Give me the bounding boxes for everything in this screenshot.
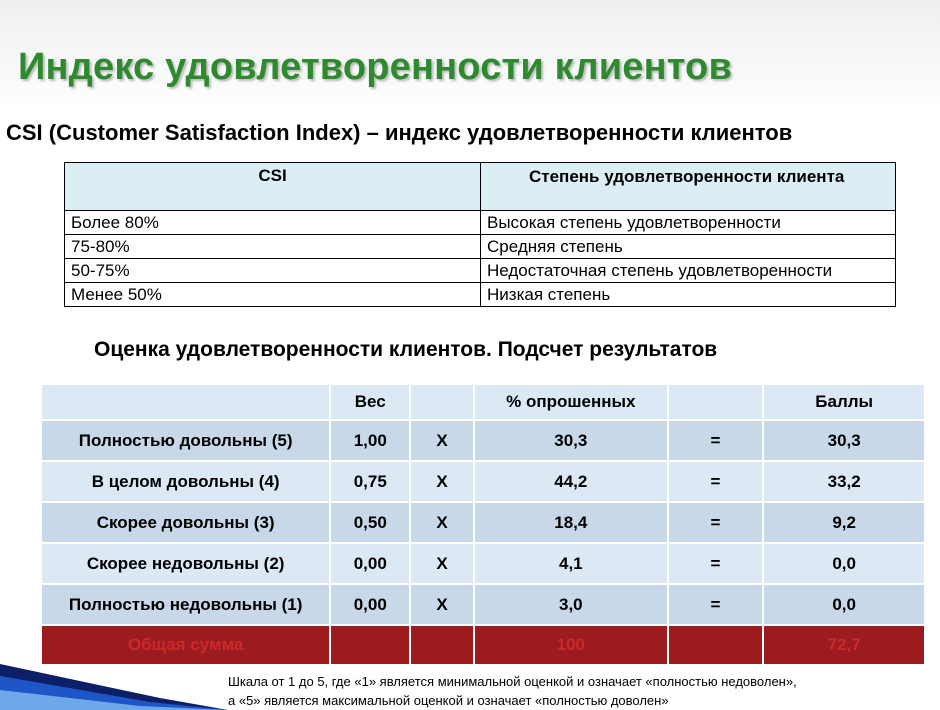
total-label: Общая сумма (41, 625, 330, 665)
percent: 30,3 (474, 420, 668, 461)
results-section-title: Оценка удовлетворенности клиентов. Подсчет результатов (94, 338, 718, 361)
results-header-weight: Вес (330, 384, 410, 420)
table-row (41, 420, 925, 461)
results-header-times (410, 384, 474, 420)
results-header (41, 384, 925, 420)
csi-table (64, 162, 896, 307)
score: 30,3 (763, 420, 925, 461)
category: Полностью недовольны (1) (41, 584, 330, 625)
table-row (65, 211, 896, 235)
table-row (65, 235, 896, 259)
results-header-equals (668, 384, 764, 420)
total-percent: 100 (474, 625, 668, 665)
page-subtitle: CSI (Customer Satisfaction Index) – индекс удовлетворенности клиентов (6, 120, 793, 145)
score: 0,0 (763, 584, 925, 625)
score: 33,2 (763, 461, 925, 502)
times-sign: Х (410, 584, 474, 625)
results-table (40, 383, 926, 666)
weight: 0,75 (330, 461, 410, 502)
times-sign: Х (410, 543, 474, 584)
percent: 4,1 (474, 543, 668, 584)
csi-degree: Недостаточная степень удовлетворенности (481, 259, 896, 283)
footnote-line: а «5» является максимальной оценкой и означает «полностью доволен» (228, 693, 669, 708)
csi-table-header (65, 163, 896, 211)
table-row (65, 283, 896, 307)
table-row (41, 543, 925, 584)
table-row (41, 584, 925, 625)
equals-sign: = (668, 420, 764, 461)
weight: 0,00 (330, 584, 410, 625)
weight: 1,00 (330, 420, 410, 461)
csi-degree: Высокая степень удовлетворенности (481, 211, 896, 235)
times-sign: Х (410, 502, 474, 543)
weight: 0,00 (330, 543, 410, 584)
weight: 0,50 (330, 502, 410, 543)
category: В целом довольны (4) (41, 461, 330, 502)
total-weight (330, 625, 410, 665)
score: 9,2 (763, 502, 925, 543)
equals-sign: = (668, 502, 764, 543)
results-header-percent: % опрошенных (474, 384, 668, 420)
csi-degree: Низкая степень (481, 283, 896, 307)
footnote-line: Шкала от 1 до 5, где «1» является минимальной оценкой и означает «полностью недоволен», (228, 674, 797, 689)
equals-sign: = (668, 543, 764, 584)
footnote (228, 672, 797, 710)
percent: 3,0 (474, 584, 668, 625)
csi-degree: Средняя степень (481, 235, 896, 259)
category: Скорее довольны (3) (41, 502, 330, 543)
percent: 44,2 (474, 461, 668, 502)
table-row (65, 259, 896, 283)
table-row (41, 502, 925, 543)
score: 0,0 (763, 543, 925, 584)
csi-header-degree: Степень удовлетворенности клиента (481, 163, 896, 211)
total-score: 72,7 (763, 625, 925, 665)
equals-sign: = (668, 461, 764, 502)
page-title: Индекс удовлетворенности клиентов (18, 46, 733, 88)
csi-header-csi: CSI (65, 163, 481, 211)
total-times (410, 625, 474, 665)
csi-range: Менее 50% (65, 283, 481, 307)
times-sign: Х (410, 420, 474, 461)
times-sign: Х (410, 461, 474, 502)
results-header-score: Баллы (763, 384, 925, 420)
category: Полностью довольны (5) (41, 420, 330, 461)
csi-range: 50-75% (65, 259, 481, 283)
percent: 18,4 (474, 502, 668, 543)
csi-range: 75-80% (65, 235, 481, 259)
table-row (41, 461, 925, 502)
total-equals (668, 625, 764, 665)
decorative-swoosh (0, 650, 230, 710)
results-header-category (41, 384, 330, 420)
equals-sign: = (668, 584, 764, 625)
csi-range: Более 80% (65, 211, 481, 235)
category: Скорее недовольны (2) (41, 543, 330, 584)
